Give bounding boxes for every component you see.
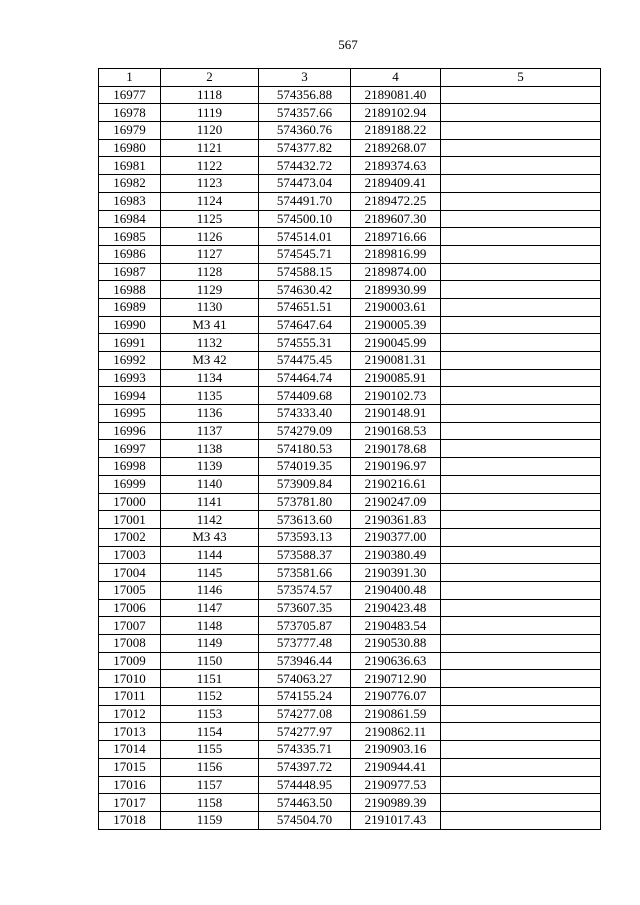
table-row <box>99 758 601 776</box>
x-coordinate-cell: 574545.71 <box>259 245 351 263</box>
y-coordinate-cell: 2190862.11 <box>351 723 441 741</box>
point-number-cell: 17009 <box>99 652 161 670</box>
x-coordinate-cell: 574356.88 <box>259 86 351 104</box>
reference-cell: 1155 <box>161 741 259 759</box>
y-coordinate-cell: 2190216.61 <box>351 475 441 493</box>
y-coordinate-cell: 2190423.48 <box>351 599 441 617</box>
reference-cell: 1119 <box>161 104 259 122</box>
y-coordinate-cell: 2190530.88 <box>351 635 441 653</box>
x-coordinate-cell: 574432.72 <box>259 157 351 175</box>
y-coordinate-cell: 2190391.30 <box>351 564 441 582</box>
point-number-cell: 16977 <box>99 86 161 104</box>
x-coordinate-cell: 574277.08 <box>259 705 351 723</box>
coordinates-table <box>98 68 601 830</box>
y-coordinate-cell: 2189874.00 <box>351 263 441 281</box>
point-number-cell: 17000 <box>99 493 161 511</box>
x-coordinate-cell: 574279.09 <box>259 422 351 440</box>
reference-cell: 1134 <box>161 369 259 387</box>
table-row <box>99 652 601 670</box>
x-coordinate-cell: 574333.40 <box>259 405 351 423</box>
table-row <box>99 493 601 511</box>
reference-cell: 1156 <box>161 758 259 776</box>
y-coordinate-cell: 2190045.99 <box>351 334 441 352</box>
note-cell <box>441 298 601 316</box>
y-coordinate-cell: 2189268.07 <box>351 139 441 157</box>
note-cell <box>441 688 601 706</box>
x-coordinate-cell: 574647.64 <box>259 316 351 334</box>
reference-cell: 1158 <box>161 794 259 812</box>
point-number-cell: 17005 <box>99 581 161 599</box>
point-number-cell: 16993 <box>99 369 161 387</box>
point-number-cell: 17014 <box>99 741 161 759</box>
note-cell <box>441 157 601 175</box>
x-coordinate-cell: 573593.13 <box>259 528 351 546</box>
x-coordinate-cell: 574464.74 <box>259 369 351 387</box>
x-coordinate-cell: 574588.15 <box>259 263 351 281</box>
note-cell <box>441 599 601 617</box>
point-number-cell: 16997 <box>99 440 161 458</box>
point-number-cell: 16991 <box>99 334 161 352</box>
reference-cell: 1137 <box>161 422 259 440</box>
point-number-cell: 16983 <box>99 192 161 210</box>
x-coordinate-cell: 573781.80 <box>259 493 351 511</box>
table-row <box>99 528 601 546</box>
reference-cell: 1147 <box>161 599 259 617</box>
reference-cell: 1144 <box>161 546 259 564</box>
y-coordinate-cell: 2190148.91 <box>351 405 441 423</box>
table-row <box>99 405 601 423</box>
table-row <box>99 511 601 529</box>
y-coordinate-cell: 2189374.63 <box>351 157 441 175</box>
point-number-cell: 17018 <box>99 811 161 829</box>
point-number-cell: 16990 <box>99 316 161 334</box>
x-coordinate-cell: 574180.53 <box>259 440 351 458</box>
y-coordinate-cell: 2189102.94 <box>351 104 441 122</box>
reference-cell: МЗ 42 <box>161 352 259 370</box>
point-number-cell: 17004 <box>99 564 161 582</box>
y-coordinate-cell: 2189188.22 <box>351 122 441 140</box>
x-coordinate-cell: 574360.76 <box>259 122 351 140</box>
note-cell <box>441 139 601 157</box>
table-row <box>99 776 601 794</box>
x-coordinate-cell: 573613.60 <box>259 511 351 529</box>
note-cell <box>441 564 601 582</box>
y-coordinate-cell: 2189816.99 <box>351 245 441 263</box>
note-cell <box>441 794 601 812</box>
x-coordinate-cell: 574475.45 <box>259 352 351 370</box>
table-row <box>99 334 601 352</box>
x-coordinate-cell: 574357.66 <box>259 104 351 122</box>
point-number-cell: 17017 <box>99 794 161 812</box>
note-cell <box>441 175 601 193</box>
table-row <box>99 139 601 157</box>
note-cell <box>441 86 601 104</box>
y-coordinate-cell: 2190483.54 <box>351 617 441 635</box>
reference-cell: 1132 <box>161 334 259 352</box>
x-coordinate-cell: 573607.35 <box>259 599 351 617</box>
point-number-cell: 16999 <box>99 475 161 493</box>
reference-cell: 1140 <box>161 475 259 493</box>
note-cell <box>441 405 601 423</box>
point-number-cell: 17011 <box>99 688 161 706</box>
table-row <box>99 387 601 405</box>
y-coordinate-cell: 2189472.25 <box>351 192 441 210</box>
reference-cell: 1128 <box>161 263 259 281</box>
reference-cell: 1152 <box>161 688 259 706</box>
reference-cell: 1118 <box>161 86 259 104</box>
point-number-cell: 17016 <box>99 776 161 794</box>
column-header-4: 4 <box>351 69 441 87</box>
table-row <box>99 86 601 104</box>
reference-cell: 1145 <box>161 564 259 582</box>
note-cell <box>441 475 601 493</box>
header-row <box>99 69 601 87</box>
note-cell <box>441 122 601 140</box>
note-cell <box>441 440 601 458</box>
y-coordinate-cell: 2190977.53 <box>351 776 441 794</box>
x-coordinate-cell: 574019.35 <box>259 458 351 476</box>
x-coordinate-cell: 574277.97 <box>259 723 351 741</box>
y-coordinate-cell: 2189716.66 <box>351 228 441 246</box>
reference-cell: 1138 <box>161 440 259 458</box>
y-coordinate-cell: 2190178.68 <box>351 440 441 458</box>
note-cell <box>441 352 601 370</box>
reference-cell: 1157 <box>161 776 259 794</box>
x-coordinate-cell: 574491.70 <box>259 192 351 210</box>
reference-cell: 1150 <box>161 652 259 670</box>
table-row <box>99 192 601 210</box>
table-row <box>99 263 601 281</box>
point-number-cell: 17010 <box>99 670 161 688</box>
note-cell <box>441 811 601 829</box>
table-row <box>99 475 601 493</box>
note-cell <box>441 245 601 263</box>
table-row <box>99 458 601 476</box>
table-row <box>99 175 601 193</box>
y-coordinate-cell: 2190712.90 <box>351 670 441 688</box>
point-number-cell: 17015 <box>99 758 161 776</box>
reference-cell: 1135 <box>161 387 259 405</box>
y-coordinate-cell: 2190989.39 <box>351 794 441 812</box>
reference-cell: 1124 <box>161 192 259 210</box>
y-coordinate-cell: 2190085.91 <box>351 369 441 387</box>
table-row <box>99 688 601 706</box>
reference-cell: 1120 <box>161 122 259 140</box>
table-row <box>99 581 601 599</box>
reference-cell: 1142 <box>161 511 259 529</box>
point-number-cell: 17012 <box>99 705 161 723</box>
reference-cell: 1141 <box>161 493 259 511</box>
y-coordinate-cell: 2190776.07 <box>351 688 441 706</box>
note-cell <box>441 617 601 635</box>
reference-cell: МЗ 43 <box>161 528 259 546</box>
table-header <box>99 69 601 87</box>
x-coordinate-cell: 574397.72 <box>259 758 351 776</box>
y-coordinate-cell: 2189607.30 <box>351 210 441 228</box>
note-cell <box>441 741 601 759</box>
note-cell <box>441 228 601 246</box>
reference-cell: 1136 <box>161 405 259 423</box>
reference-cell: 1126 <box>161 228 259 246</box>
note-cell <box>441 192 601 210</box>
page-number: 567 <box>338 37 358 52</box>
point-number-cell: 16988 <box>99 281 161 299</box>
note-cell <box>441 652 601 670</box>
table-row <box>99 599 601 617</box>
note-cell <box>441 776 601 794</box>
point-number-cell: 17013 <box>99 723 161 741</box>
column-header-1: 1 <box>99 69 161 87</box>
table-row <box>99 228 601 246</box>
y-coordinate-cell: 2190003.61 <box>351 298 441 316</box>
y-coordinate-cell: 2190944.41 <box>351 758 441 776</box>
note-cell <box>441 281 601 299</box>
x-coordinate-cell: 573574.57 <box>259 581 351 599</box>
note-cell <box>441 422 601 440</box>
x-coordinate-cell: 573777.48 <box>259 635 351 653</box>
reference-cell: 1139 <box>161 458 259 476</box>
y-coordinate-cell: 2190636.63 <box>351 652 441 670</box>
x-coordinate-cell: 574155.24 <box>259 688 351 706</box>
point-number-cell: 16978 <box>99 104 161 122</box>
note-cell <box>441 758 601 776</box>
y-coordinate-cell: 2190361.83 <box>351 511 441 529</box>
table-row <box>99 369 601 387</box>
reference-cell: 1127 <box>161 245 259 263</box>
table-row <box>99 422 601 440</box>
table-row <box>99 245 601 263</box>
point-number-cell: 16979 <box>99 122 161 140</box>
table-row <box>99 210 601 228</box>
table-row <box>99 281 601 299</box>
note-cell <box>441 493 601 511</box>
table-row <box>99 440 601 458</box>
x-coordinate-cell: 573588.37 <box>259 546 351 564</box>
point-number-cell: 16985 <box>99 228 161 246</box>
point-number-cell: 16981 <box>99 157 161 175</box>
x-coordinate-cell: 573705.87 <box>259 617 351 635</box>
table-row <box>99 104 601 122</box>
x-coordinate-cell: 574630.42 <box>259 281 351 299</box>
x-coordinate-cell: 574555.31 <box>259 334 351 352</box>
point-number-cell: 16989 <box>99 298 161 316</box>
table-row <box>99 122 601 140</box>
point-number-cell: 16998 <box>99 458 161 476</box>
reference-cell: 1153 <box>161 705 259 723</box>
note-cell <box>441 334 601 352</box>
y-coordinate-cell: 2190380.49 <box>351 546 441 564</box>
y-coordinate-cell: 2190377.00 <box>351 528 441 546</box>
y-coordinate-cell: 2189930.99 <box>351 281 441 299</box>
point-number-cell: 16984 <box>99 210 161 228</box>
note-cell <box>441 635 601 653</box>
x-coordinate-cell: 574409.68 <box>259 387 351 405</box>
x-coordinate-cell: 574651.51 <box>259 298 351 316</box>
table-row <box>99 741 601 759</box>
note-cell <box>441 104 601 122</box>
point-number-cell: 16992 <box>99 352 161 370</box>
note-cell <box>441 387 601 405</box>
point-number-cell: 16994 <box>99 387 161 405</box>
table-row <box>99 157 601 175</box>
y-coordinate-cell: 2190168.53 <box>351 422 441 440</box>
table-row <box>99 635 601 653</box>
x-coordinate-cell: 574500.10 <box>259 210 351 228</box>
point-number-cell: 16996 <box>99 422 161 440</box>
reference-cell: 1130 <box>161 298 259 316</box>
column-header-3: 3 <box>259 69 351 87</box>
reference-cell: 1151 <box>161 670 259 688</box>
point-number-cell: 17006 <box>99 599 161 617</box>
note-cell <box>441 723 601 741</box>
point-number-cell: 16987 <box>99 263 161 281</box>
point-number-cell: 16980 <box>99 139 161 157</box>
table-row <box>99 546 601 564</box>
reference-cell: 1159 <box>161 811 259 829</box>
column-header-5: 5 <box>441 69 601 87</box>
x-coordinate-cell: 574448.95 <box>259 776 351 794</box>
y-coordinate-cell: 2190861.59 <box>351 705 441 723</box>
x-coordinate-cell: 574473.04 <box>259 175 351 193</box>
y-coordinate-cell: 2190247.09 <box>351 493 441 511</box>
x-coordinate-cell: 573909.84 <box>259 475 351 493</box>
table-row <box>99 723 601 741</box>
column-header-2: 2 <box>161 69 259 87</box>
note-cell <box>441 210 601 228</box>
table-row <box>99 617 601 635</box>
note-cell <box>441 369 601 387</box>
table-row <box>99 564 601 582</box>
y-coordinate-cell: 2189409.41 <box>351 175 441 193</box>
table-row <box>99 705 601 723</box>
point-number-cell: 17008 <box>99 635 161 653</box>
y-coordinate-cell: 2190005.39 <box>351 316 441 334</box>
note-cell <box>441 528 601 546</box>
y-coordinate-cell: 2191017.43 <box>351 811 441 829</box>
reference-cell: 1149 <box>161 635 259 653</box>
point-number-cell: 17007 <box>99 617 161 635</box>
reference-cell: 1129 <box>161 281 259 299</box>
note-cell <box>441 670 601 688</box>
table-body <box>99 86 601 829</box>
point-number-cell: 16982 <box>99 175 161 193</box>
x-coordinate-cell: 574063.27 <box>259 670 351 688</box>
note-cell <box>441 316 601 334</box>
point-number-cell: 17003 <box>99 546 161 564</box>
reference-cell: 1123 <box>161 175 259 193</box>
note-cell <box>441 458 601 476</box>
x-coordinate-cell: 574377.82 <box>259 139 351 157</box>
x-coordinate-cell: 573581.66 <box>259 564 351 582</box>
y-coordinate-cell: 2189081.40 <box>351 86 441 104</box>
note-cell <box>441 705 601 723</box>
note-cell <box>441 581 601 599</box>
reference-cell: 1125 <box>161 210 259 228</box>
table-row <box>99 670 601 688</box>
x-coordinate-cell: 574335.71 <box>259 741 351 759</box>
x-coordinate-cell: 574514.01 <box>259 228 351 246</box>
table-row <box>99 811 601 829</box>
reference-cell: 1146 <box>161 581 259 599</box>
reference-cell: 1121 <box>161 139 259 157</box>
y-coordinate-cell: 2190400.48 <box>351 581 441 599</box>
reference-cell: 1148 <box>161 617 259 635</box>
reference-cell: МЗ 41 <box>161 316 259 334</box>
note-cell <box>441 511 601 529</box>
table-row <box>99 352 601 370</box>
y-coordinate-cell: 2190903.16 <box>351 741 441 759</box>
point-number-cell: 16986 <box>99 245 161 263</box>
note-cell <box>441 263 601 281</box>
x-coordinate-cell: 574463.50 <box>259 794 351 812</box>
note-cell <box>441 546 601 564</box>
x-coordinate-cell: 574504.70 <box>259 811 351 829</box>
y-coordinate-cell: 2190081.31 <box>351 352 441 370</box>
point-number-cell: 17002 <box>99 528 161 546</box>
reference-cell: 1154 <box>161 723 259 741</box>
table-row <box>99 794 601 812</box>
y-coordinate-cell: 2190196.97 <box>351 458 441 476</box>
reference-cell: 1122 <box>161 157 259 175</box>
y-coordinate-cell: 2190102.73 <box>351 387 441 405</box>
table-row <box>99 316 601 334</box>
point-number-cell: 17001 <box>99 511 161 529</box>
x-coordinate-cell: 573946.44 <box>259 652 351 670</box>
table-row <box>99 298 601 316</box>
point-number-cell: 16995 <box>99 405 161 423</box>
